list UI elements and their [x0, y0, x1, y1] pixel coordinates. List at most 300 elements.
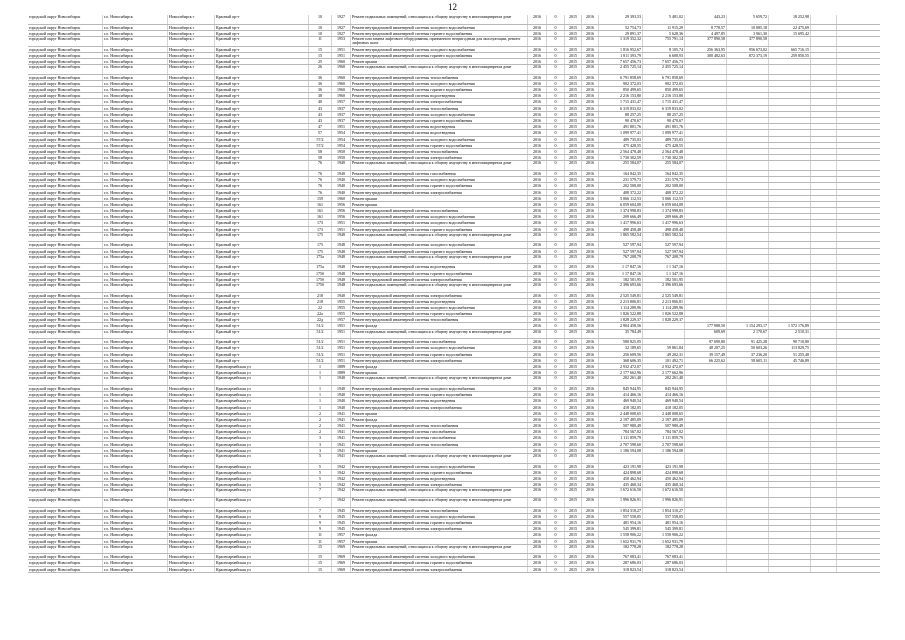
house-number-cell: 51/2	[309, 345, 332, 350]
street-cell: Красный пр-т	[215, 149, 309, 154]
cost-part3-cell	[727, 143, 769, 148]
plan-year-cell: 2016	[528, 560, 547, 565]
note-cell	[811, 31, 837, 36]
municipality-cell: городской округ Новосибирск	[28, 567, 103, 572]
municipality-cell: городской округ Новосибирск	[28, 305, 103, 310]
end-year-cell: 2016	[582, 255, 599, 264]
note-cell	[811, 124, 837, 129]
plan-year-cell: 2016	[528, 202, 547, 207]
district-cell: г.о. Новосибирск	[103, 317, 168, 322]
flag-cell: 0	[547, 364, 565, 369]
work-type-cell: Ремонт внутридомовой инженерной системы холодного водоснабжения	[351, 464, 528, 469]
municipality-cell: городской округ Новосибирск	[28, 560, 103, 565]
district-cell: г.о. Новосибирск	[103, 220, 168, 225]
cost-part3-cell	[727, 65, 769, 74]
cost-part4-cell	[769, 249, 811, 254]
end-year-cell: 2016	[582, 81, 599, 86]
start-year-cell: 2015	[565, 498, 582, 507]
cost-part1-cell: 2 525 549,81	[643, 293, 685, 298]
end-year-cell: 2016	[582, 470, 599, 475]
table-row	[28, 283, 880, 293]
plan-year-cell: 2016	[528, 429, 547, 434]
municipality-cell: городской округ Новосибирск	[28, 149, 103, 154]
settlement-cell: Новосибирск г	[168, 137, 215, 142]
start-year-cell: 2015	[565, 202, 582, 207]
district-cell: г.о. Новосибирск	[103, 143, 168, 148]
work-type-cell: Ремонт крыши	[351, 202, 528, 207]
build-year-cell: 1941	[332, 423, 351, 428]
note-cell	[811, 364, 837, 369]
plan-year-cell: 2016	[528, 411, 547, 416]
build-year-cell: 1951	[332, 47, 351, 52]
cost-part3-cell	[727, 264, 769, 269]
plan-year-cell: 2016	[528, 31, 547, 36]
total-cost-cell: 2 448 008,65	[599, 411, 643, 416]
house-number-cell: 76	[309, 183, 332, 188]
note-cell	[811, 137, 837, 142]
start-year-cell: 2015	[565, 255, 582, 264]
end-year-cell: 2016	[582, 47, 599, 52]
build-year-cell: 1951	[332, 124, 351, 129]
build-year-cell: 1960	[332, 93, 351, 98]
flag-cell: 0	[547, 398, 565, 403]
work-type-cell: Ремонт внутридомовой инженерной системы водоотведения	[351, 264, 528, 269]
street-cell: Красный пр-т	[215, 31, 309, 36]
note-cell	[811, 143, 837, 148]
district-cell: г.о. Новосибирск	[103, 112, 168, 117]
end-year-cell: 2016	[582, 233, 599, 242]
settlement-cell: Новосибирск г	[168, 196, 215, 201]
flag-cell: 0	[547, 202, 565, 207]
end-year-cell: 2016	[582, 65, 599, 74]
plan-year-cell: 2016	[528, 106, 547, 111]
page-number: 12	[448, 2, 457, 12]
house-number-cell: 9	[309, 526, 332, 531]
settlement-cell: Новосибирск г	[168, 345, 215, 350]
cost-part3-cell: 956 673,02	[727, 47, 769, 52]
settlement-cell: Новосибирск г	[168, 392, 215, 397]
build-year-cell: 1927	[332, 15, 351, 24]
plan-year-cell: 2016	[528, 183, 547, 188]
build-year-cell: 1940	[332, 177, 351, 182]
note-cell	[811, 161, 837, 170]
build-year-cell: 1940	[332, 190, 351, 195]
municipality-cell: городской округ Новосибирск	[28, 255, 103, 264]
street-cell: Красный пр-т	[215, 345, 309, 350]
cost-part4-cell: 1 572 176,89	[769, 323, 811, 328]
municipality-cell: городской округ Новосибирск	[28, 171, 103, 176]
district-cell: г.о. Новосибирск	[103, 567, 168, 572]
house-number-cell: 161	[309, 214, 332, 219]
end-year-cell: 2016	[582, 323, 599, 328]
plan-year-cell: 2016	[528, 423, 547, 428]
municipality-cell: городской округ Новосибирск	[28, 155, 103, 160]
cost-part2-cell	[685, 299, 727, 304]
settlement-cell: Новосибирск г	[168, 299, 215, 304]
street-cell: Красный пр-т	[215, 15, 309, 24]
cost-part3-cell	[727, 183, 769, 188]
end-year-cell: 2016	[582, 454, 599, 463]
plan-year-cell: 2016	[528, 81, 547, 86]
settlement-cell: Новосибирск г	[168, 323, 215, 328]
cost-part3-cell	[727, 149, 769, 154]
build-year-cell: 1950	[332, 155, 351, 160]
flag-cell: 0	[547, 545, 565, 554]
district-cell: г.о. Новосибирск	[103, 330, 168, 339]
end-year-cell: 2016	[582, 545, 599, 554]
work-type-cell: Ремонт внутридомовой инженерной системы электроснабжения	[351, 190, 528, 195]
settlement-cell: Новосибирск г	[168, 277, 215, 282]
plan-year-cell: 2016	[528, 358, 547, 363]
district-cell: г.о. Новосибирск	[103, 299, 168, 304]
cost-part2-cell	[685, 305, 727, 310]
cost-part1-cell: 424 898,68	[643, 470, 685, 475]
cost-part1-cell: 507 980,49	[643, 423, 685, 428]
work-type-cell: Ремонт внутридомовой инженерной системы холодного водоснабжения	[351, 514, 528, 519]
flag-cell: 0	[547, 47, 565, 52]
municipality-cell: городской округ Новосибирск	[28, 37, 103, 46]
settlement-cell: Новосибирск г	[168, 112, 215, 117]
flag-cell: 0	[547, 99, 565, 104]
work-type-cell: Ремонт внутридомовой инженерной системы холодного водоснабжения	[351, 47, 528, 52]
district-cell: г.о. Новосибирск	[103, 376, 168, 385]
municipality-cell: городской округ Новосибирск	[28, 106, 103, 111]
total-cost-cell: 1 826 522,88	[599, 311, 643, 316]
work-type-cell: Ремонт подвальных помещений, относящихся к общему имуществу в многоквартирном доме	[351, 454, 528, 463]
cost-part2-cell	[685, 560, 727, 565]
district-cell: г.о. Новосибирск	[103, 411, 168, 416]
cost-part2-cell	[685, 442, 727, 447]
build-year-cell: 1969	[332, 554, 351, 559]
work-type-cell: Ремонт внутридомовой инженерной системы теплоснабжения	[351, 149, 528, 154]
street-cell: Красный пр-т	[215, 75, 309, 80]
work-type-cell: Ремонт внутридомовой инженерной системы электроснабжения	[351, 99, 528, 104]
repair-program-table	[28, 15, 880, 573]
build-year-cell: 1948	[332, 242, 351, 247]
total-cost-cell: 1 865 582,54	[599, 233, 643, 242]
cost-part4-cell	[769, 545, 811, 554]
flag-cell: 0	[547, 560, 565, 565]
cost-part2-cell	[685, 293, 727, 298]
flag-cell: 0	[547, 370, 565, 375]
start-year-cell: 2015	[565, 560, 582, 565]
district-cell: г.о. Новосибирск	[103, 539, 168, 544]
build-year-cell: 1941	[332, 429, 351, 434]
cost-part1-cell: 1 1 347,16	[643, 264, 685, 269]
flag-cell: 0	[547, 345, 565, 350]
end-year-cell: 2016	[582, 59, 599, 64]
district-cell: г.о. Новосибирск	[103, 31, 168, 36]
build-year-cell: 1942	[332, 488, 351, 497]
flag-cell: 0	[547, 15, 565, 24]
flag-cell: 0	[547, 339, 565, 344]
start-year-cell: 2015	[565, 317, 582, 322]
start-year-cell: 2015	[565, 435, 582, 440]
total-cost-cell: 1 17 847,16	[599, 264, 643, 269]
cost-part3-cell	[727, 242, 769, 247]
house-number-cell: 51/2	[309, 330, 332, 339]
cost-part1-cell: 2 707 598,60	[643, 442, 685, 447]
settlement-cell: Новосибирск г	[168, 118, 215, 123]
street-cell: Красный пр-т	[215, 99, 309, 104]
plan-year-cell: 2016	[528, 376, 547, 385]
settlement-cell: Новосибирск г	[168, 106, 215, 111]
start-year-cell: 2015	[565, 196, 582, 201]
total-cost-cell: 767 083,41	[599, 554, 643, 559]
plan-year-cell: 2016	[528, 488, 547, 497]
total-cost-cell: 450 462,94	[599, 476, 643, 481]
note-cell	[811, 305, 837, 310]
end-year-cell: 2016	[582, 264, 599, 269]
settlement-cell: Новосибирск г	[168, 293, 215, 298]
end-year-cell: 2016	[582, 130, 599, 135]
municipality-cell: городской округ Новосибирск	[28, 264, 103, 269]
municipality-cell: городской округ Новосибирск	[28, 233, 103, 242]
street-cell: Красный пр-т	[215, 202, 309, 207]
street-cell: Красный пр-т	[215, 208, 309, 213]
cost-part3-cell	[727, 59, 769, 64]
total-cost-cell: 182 778,28	[599, 545, 643, 554]
cost-part4-cell	[769, 514, 811, 519]
cost-part2-cell	[685, 482, 727, 487]
cost-part1-cell: 418 182,05	[643, 405, 685, 410]
total-cost-cell: 784 567,02	[599, 429, 643, 434]
end-year-cell: 2016	[582, 520, 599, 525]
house-number-cell: 1	[309, 392, 332, 397]
municipality-cell: городской округ Новосибирск	[28, 545, 103, 554]
work-type-cell: Ремонт внутридомовой инженерной системы горячего водоснабжения	[351, 560, 528, 565]
cost-part4-cell: 15 695,42	[769, 31, 811, 36]
flag-cell: 0	[547, 423, 565, 428]
flag-cell: 0	[547, 249, 565, 254]
note-cell	[811, 190, 837, 195]
end-year-cell: 2016	[582, 476, 599, 481]
cost-part2-cell	[685, 392, 727, 397]
plan-year-cell: 2016	[528, 93, 547, 98]
end-year-cell: 2016	[582, 137, 599, 142]
cost-part3-cell: 1 154 293,17	[727, 323, 769, 328]
build-year-cell: 1960	[332, 59, 351, 64]
total-cost-cell: 90 470,67	[599, 118, 643, 123]
flag-cell: 0	[547, 482, 565, 487]
plan-year-cell: 2016	[528, 305, 547, 310]
work-type-cell: Ремонт подвальных помещений, относящихся к общему имуществу в многоквартирном доме	[351, 15, 528, 24]
start-year-cell: 2015	[565, 47, 582, 52]
flag-cell: 0	[547, 417, 565, 422]
end-year-cell: 2016	[582, 398, 599, 403]
flag-cell: 0	[547, 358, 565, 363]
municipality-cell: городской округ Новосибирск	[28, 161, 103, 170]
cost-part4-cell	[769, 118, 811, 123]
start-year-cell: 2015	[565, 554, 582, 559]
flag-cell: 0	[547, 161, 565, 170]
start-year-cell: 2015	[565, 155, 582, 160]
settlement-cell: Новосибирск г	[168, 539, 215, 544]
municipality-cell: городской округ Новосибирск	[28, 423, 103, 428]
district-cell: г.о. Новосибирск	[103, 87, 168, 92]
plan-year-cell: 2016	[528, 520, 547, 525]
cost-part3-cell	[727, 442, 769, 447]
cost-part4-cell	[769, 202, 811, 207]
flag-cell: 0	[547, 227, 565, 232]
build-year-cell: 1955	[332, 305, 351, 310]
total-cost-cell: 35 784,49	[599, 330, 643, 339]
build-year-cell: 1942	[332, 476, 351, 481]
cost-part2-cell: 177 988,50	[685, 323, 727, 328]
settlement-cell: Новосибирск г	[168, 93, 215, 98]
plan-year-cell: 2016	[528, 171, 547, 176]
total-cost-cell: 527 597,94	[599, 242, 643, 247]
total-cost-cell: 491 801,76	[599, 124, 643, 129]
district-cell: г.о. Новосибирск	[103, 59, 168, 64]
cost-part1-cell: 755 791,14	[643, 37, 685, 46]
municipality-cell: городской округ Новосибирск	[28, 411, 103, 416]
build-year-cell: 1951	[332, 345, 351, 350]
start-year-cell: 2015	[565, 376, 582, 385]
house-number-cell: 25	[309, 59, 332, 64]
street-cell: Красный пр-т	[215, 143, 309, 148]
start-year-cell: 2015	[565, 277, 582, 282]
district-cell: г.о. Новосибирск	[103, 323, 168, 328]
house-number-cell: 15	[309, 567, 332, 572]
plan-year-cell: 2016	[528, 242, 547, 247]
build-year-cell: 1955	[332, 299, 351, 304]
note-cell	[811, 482, 837, 487]
flag-cell: 0	[547, 37, 565, 46]
cost-part3-cell	[727, 137, 769, 142]
build-year-cell: 1941	[332, 435, 351, 440]
cost-part4-cell	[769, 155, 811, 160]
cost-part3-cell	[727, 233, 769, 242]
plan-year-cell: 2016	[528, 545, 547, 554]
build-year-cell: 1940	[332, 171, 351, 176]
cost-part4-cell	[769, 161, 811, 170]
start-year-cell: 2015	[565, 305, 582, 310]
plan-year-cell: 2016	[528, 271, 547, 276]
build-year-cell: 1941	[332, 417, 351, 422]
cost-part2-cell	[685, 130, 727, 135]
note-cell	[811, 149, 837, 154]
cost-part4-cell	[769, 242, 811, 247]
total-cost-cell: 1 319 352,32	[599, 37, 643, 46]
work-type-cell: Ремонт внутридомовой инженерной системы теплоснабжения	[351, 508, 528, 513]
work-type-cell: Ремонт внутридомовой инженерной системы водоотведения	[351, 93, 528, 98]
build-year-cell: 1957	[332, 99, 351, 104]
cost-part2-cell	[685, 526, 727, 531]
build-year-cell: 1969	[332, 560, 351, 565]
district-cell: г.о. Новосибирск	[103, 560, 168, 565]
start-year-cell: 2015	[565, 539, 582, 544]
start-year-cell: 2015	[565, 345, 582, 350]
end-year-cell: 2016	[582, 196, 599, 201]
cost-part2-cell: 256 363,95	[685, 47, 727, 52]
work-type-cell: Ремонт фасада	[351, 364, 528, 369]
cost-part3-cell	[727, 567, 769, 572]
district-cell: г.о. Новосибирск	[103, 264, 168, 269]
total-cost-cell: 2 197 485,09	[599, 417, 643, 422]
district-cell: г.о. Новосибирск	[103, 392, 168, 397]
end-year-cell: 2016	[582, 317, 599, 322]
house-number-cell: 1	[309, 405, 332, 410]
house-number-cell: 15	[309, 47, 332, 52]
end-year-cell: 2016	[582, 448, 599, 453]
house-number-cell: 15	[309, 545, 332, 554]
street-cell: Красный пр-т	[215, 293, 309, 298]
end-year-cell: 2016	[582, 161, 599, 170]
settlement-cell: Новосибирск г	[168, 376, 215, 385]
cost-part2-cell	[685, 155, 727, 160]
cost-part3-cell	[727, 87, 769, 92]
cost-part3-cell	[727, 208, 769, 213]
cost-part2-cell	[685, 208, 727, 213]
house-number-cell: 76	[309, 177, 332, 182]
total-cost-cell: 527 597,94	[599, 249, 643, 254]
note-cell	[811, 183, 837, 188]
settlement-cell: Новосибирск г	[168, 177, 215, 182]
cost-part2-cell: 609,69	[685, 330, 727, 339]
total-cost-cell: 1 854 310,27	[599, 508, 643, 513]
start-year-cell: 2015	[565, 143, 582, 148]
municipality-cell: городской округ Новосибирск	[28, 317, 103, 322]
flag-cell: 0	[547, 514, 565, 519]
district-cell: г.о. Новосибирск	[103, 124, 168, 129]
district-cell: г.о. Новосибирск	[103, 149, 168, 154]
street-cell: Красный пр-т	[215, 53, 309, 58]
cost-part4-cell	[769, 488, 811, 497]
municipality-cell: городской округ Новосибирск	[28, 514, 103, 519]
street-cell: Красный пр-т	[215, 130, 309, 135]
cost-part1-cell: 287 686,03	[643, 560, 685, 565]
cost-part4-cell	[769, 567, 811, 572]
street-cell: Красный пр-т	[215, 196, 309, 201]
total-cost-cell: 5 066 112,53	[599, 196, 643, 201]
municipality-cell: городской округ Новосибирск	[28, 59, 103, 64]
cost-part2-cell	[685, 196, 727, 201]
start-year-cell: 2015	[565, 370, 582, 375]
municipality-cell: городской округ Новосибирск	[28, 208, 103, 213]
note-cell	[811, 448, 837, 453]
house-number-cell: 5	[309, 470, 332, 475]
cost-part1-cell: 767 083,41	[643, 554, 685, 559]
cost-part4-cell	[769, 386, 811, 391]
cost-part2-cell	[685, 311, 727, 316]
cost-part3-cell	[727, 545, 769, 554]
start-year-cell: 2015	[565, 106, 582, 111]
start-year-cell: 2015	[565, 271, 582, 276]
cost-part4-cell	[769, 520, 811, 525]
cost-part1-cell: 202 508,00	[643, 183, 685, 188]
district-cell: г.о. Новосибирск	[103, 65, 168, 74]
flag-cell: 0	[547, 435, 565, 440]
work-type-cell: Ремонт внутридомовой инженерной системы электроснабжения	[351, 277, 528, 282]
cost-part2-cell	[685, 233, 727, 242]
district-cell: г.о. Новосибирск	[103, 429, 168, 434]
cost-part4-cell	[769, 554, 811, 559]
total-cost-cell: 29 393,53	[599, 15, 643, 24]
municipality-cell: городской округ Новосибирск	[28, 330, 103, 339]
cost-part1-cell: 164 842,35	[643, 171, 685, 176]
start-year-cell: 2015	[565, 482, 582, 487]
district-cell: г.о. Новосибирск	[103, 227, 168, 232]
total-cost-cell: 1 730 302,59	[599, 155, 643, 160]
note-cell	[811, 539, 837, 544]
cost-part4-cell	[769, 220, 811, 225]
end-year-cell: 2016	[582, 435, 599, 440]
house-number-cell: 58	[309, 155, 332, 160]
cost-part1-cell: 845 944,95	[643, 386, 685, 391]
work-type-cell: Ремонт внутридомовой инженерной системы холодного водоснабжения	[351, 137, 528, 142]
flag-cell: 0	[547, 299, 565, 304]
